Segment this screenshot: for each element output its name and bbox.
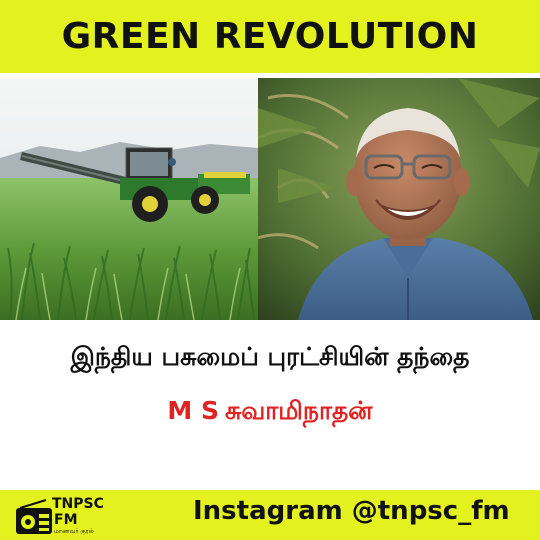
logo-tagline: மாணவர் குரல் <box>54 528 94 535</box>
person-surname: சுவாமிநாதன் <box>225 396 373 425</box>
tnpsc-fm-logo <box>14 496 110 538</box>
logo-line2: FM <box>54 512 78 528</box>
page-title: GREEN REVOLUTION <box>61 16 479 57</box>
person-name <box>0 396 540 429</box>
instagram-handle[interactable]: Instagram @tnpsc_fm <box>193 496 510 526</box>
photo-strip <box>0 78 540 320</box>
tractor-photo <box>0 78 258 320</box>
caption-panel <box>0 322 540 490</box>
logo-line1: TNPSC <box>52 496 104 512</box>
radio-icon <box>14 498 54 538</box>
person-initials: M S <box>167 396 220 425</box>
portrait-photo <box>258 78 540 320</box>
top-banner <box>0 0 540 73</box>
caption-title: இந்திய பசுமைப் புரட்சியின் தந்தை <box>70 342 470 371</box>
